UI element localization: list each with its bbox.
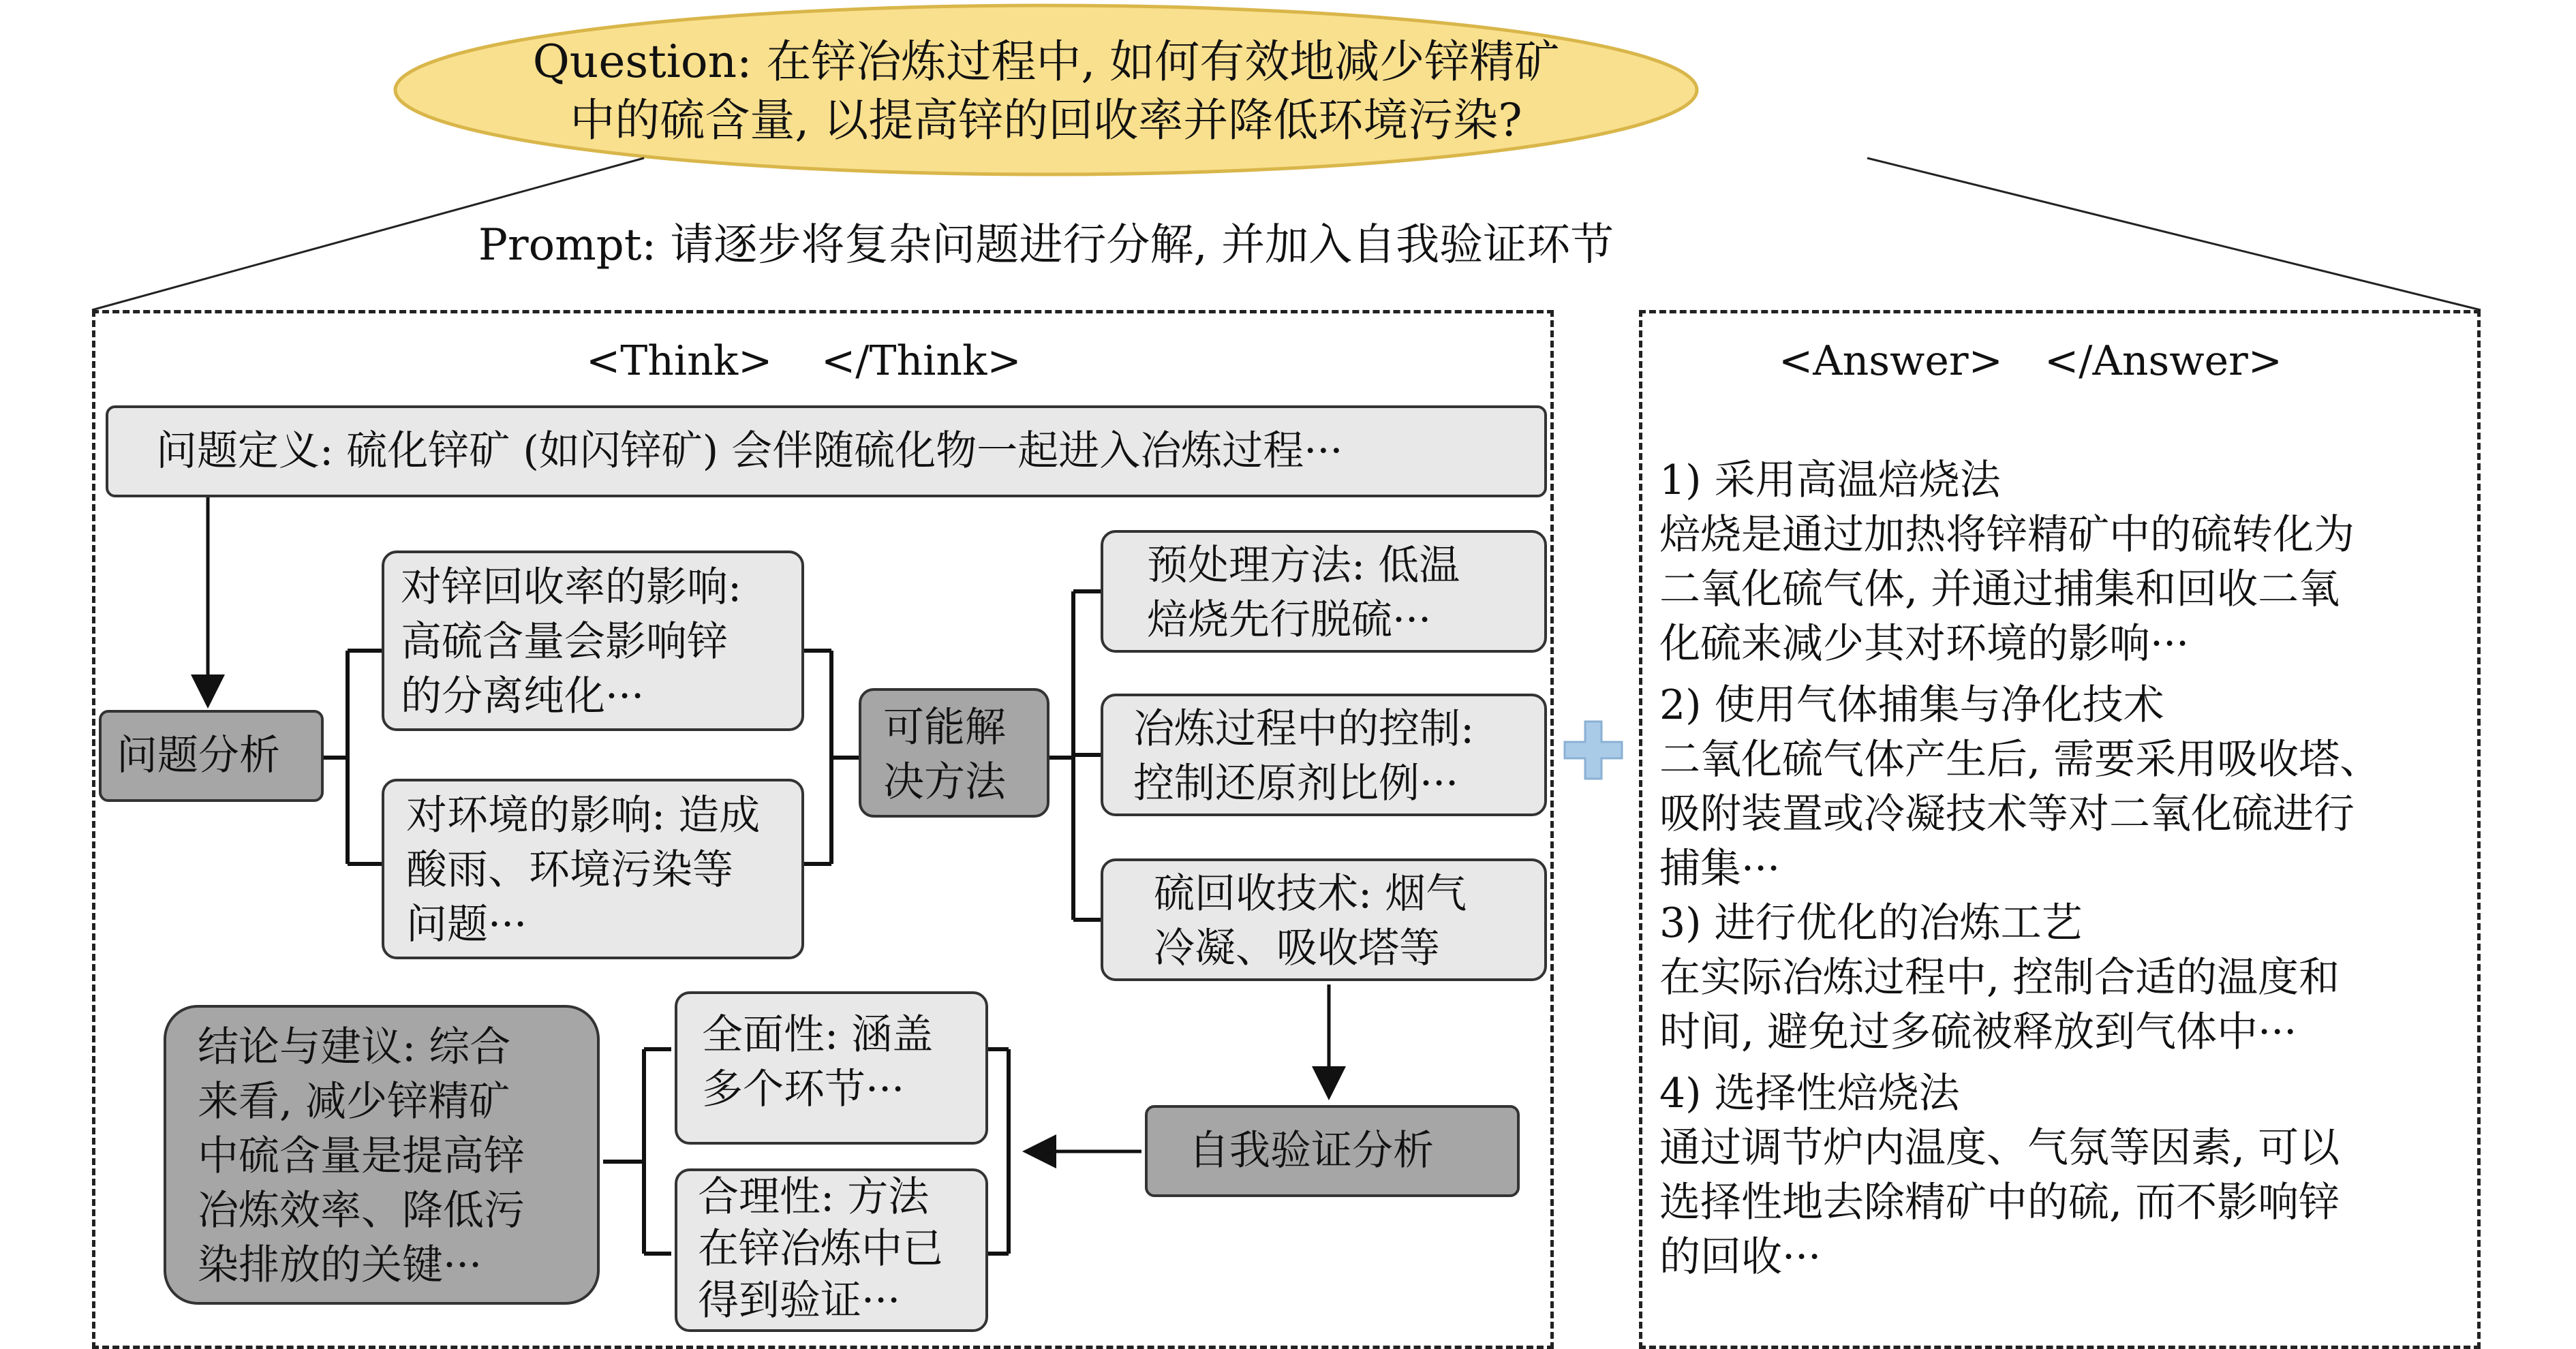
answer-item-4 (1659, 1066, 2340, 1284)
conclusion-line: 结论与建议: 综合 (198, 1023, 511, 1071)
smelting-control-node (1101, 694, 1547, 816)
zinc-impact-line: 的分离纯化··· (401, 672, 645, 720)
answer-item-1 (1659, 453, 2355, 671)
pretreatment-node (1101, 530, 1547, 653)
smelting-control-line: 冶炼过程中的控制: (1133, 705, 1475, 753)
rationality-line: 在锌冶炼中已 (698, 1225, 943, 1273)
answer-body-line: 在实际冶炼过程中, 控制合适的温度和 (1659, 954, 2340, 1002)
sulfur-recovery-node (1101, 858, 1547, 981)
answer-item-3 (1659, 896, 2340, 1059)
possible-solutions-line: 可能解 (883, 704, 1006, 751)
rationality-node (675, 1168, 988, 1332)
comprehensiveness-line: 多个环节··· (702, 1066, 905, 1113)
answer-body-line: 的回收··· (1659, 1233, 1822, 1281)
possible-solutions-line: 决方法 (883, 758, 1006, 806)
answer-body-line: 吸附装置或冷凝技术等对二氧化硫进行 (1659, 790, 2355, 838)
question-line: Question: 在锌冶炼过程中, 如何有效地减少锌精矿 (532, 35, 1560, 88)
sulfur-recovery-line: 冷凝、吸收塔等 (1154, 925, 1440, 972)
question-text (409, 33, 1683, 150)
answer-title: 1) 采用高温焙烧法 (1659, 456, 2001, 504)
think-close-tag: </Think> (821, 337, 1022, 385)
question-line: 中的硫含量, 以提高锌的回收率并降低环境污染? (570, 94, 1522, 146)
answer-close-tag: </Answer> (2044, 337, 2283, 385)
conclusion-line: 冶炼效率、降低污 (198, 1187, 525, 1235)
zinc-impact-line: 对锌回收率的影响: (401, 563, 742, 611)
self-verification-text: 自我验证分析 (1189, 1127, 1434, 1175)
answer-body-line: 化硫来减少其对环境的影响··· (1659, 620, 2190, 668)
problem-analysis-node (99, 710, 324, 802)
zinc-impact-line: 高硫含量会影响锌 (401, 618, 728, 666)
answer-body-line: 捕集··· (1659, 845, 1781, 893)
answer-body-line: 焙烧是通过加热将锌精矿中的硫转化为 (1659, 511, 2355, 559)
zinc-impact-node (382, 551, 804, 731)
answer-body-line: 二氧化硫气体产生后, 需要采用吸收塔、 (1659, 736, 2381, 784)
problem-definition-node (106, 405, 1547, 497)
env-impact-node (382, 779, 804, 959)
think-open-tag: <Think> (586, 337, 773, 385)
answer-body-line: 通过调节炉内温度、气氛等因素, 可以 (1659, 1124, 2340, 1172)
problem-definition-text: 问题定义: 硫化锌矿 (如闪锌矿) 会伴随硫化物一起进入冶炼过程··· (156, 427, 1343, 475)
rationality-line: 得到验证··· (698, 1277, 901, 1324)
plus-icon (1562, 719, 1625, 781)
env-impact-line: 对环境的影响: 造成 (406, 792, 761, 839)
conclusion-line: 来看, 减少锌精矿 (198, 1078, 510, 1126)
answer-item-2 (1659, 678, 2380, 896)
possible-solutions-node (859, 688, 1049, 818)
pretreatment-line: 预处理方法: 低温 (1147, 542, 1460, 589)
prompt-text: Prompt: 请逐步将复杂问题进行分解, 并加入自我验证环节 (478, 220, 1614, 270)
rationality-line: 合理性: 方法 (698, 1173, 930, 1221)
answer-title: 4) 选择性焙烧法 (1659, 1070, 1960, 1117)
answer-body-line: 选择性地去除精矿中的硫, 而不影响锌 (1659, 1179, 2340, 1226)
plus-icon-svg (1562, 719, 1625, 781)
smelting-control-line: 控制还原剂比例··· (1133, 760, 1459, 807)
conclusion-node (164, 1005, 600, 1305)
conclusion-line: 染排放的关键··· (198, 1241, 482, 1289)
sulfur-recovery-line: 硫回收技术: 烟气 (1154, 870, 1467, 918)
problem-analysis-text: 问题分析 (117, 732, 280, 779)
env-impact-line: 酸雨、环境污染等 (406, 846, 733, 894)
answer-title: 2) 使用气体捕集与净化技术 (1659, 681, 2164, 729)
comprehensiveness-line: 全面性: 涵盖 (702, 1011, 934, 1059)
answer-title: 3) 进行优化的冶炼工艺 (1659, 899, 2083, 947)
answer-body-line: 时间, 避免过多硫被释放到气体中··· (1659, 1008, 2297, 1056)
comprehensiveness-node (675, 991, 988, 1145)
self-verification-node (1145, 1105, 1520, 1197)
answer-body-line: 二氧化硫气体, 并通过捕集和回收二氧 (1659, 565, 2340, 613)
env-impact-line: 问题··· (406, 901, 527, 948)
answer-open-tag: <Answer> (1779, 337, 2003, 385)
conclusion-line: 中硫含量是提高锌 (198, 1132, 525, 1180)
pretreatment-line: 焙烧先行脱硫··· (1147, 596, 1432, 644)
